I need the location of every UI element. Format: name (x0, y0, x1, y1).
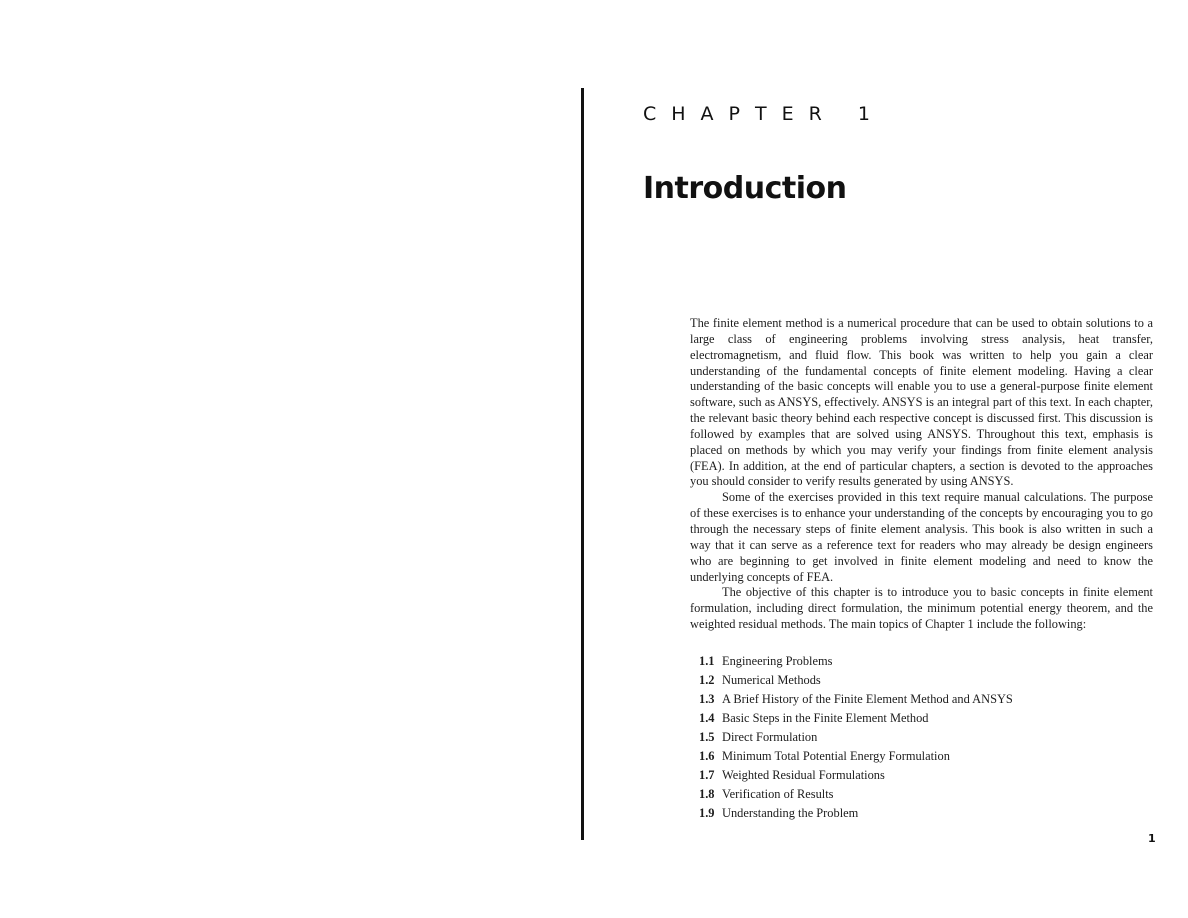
chapter-title: Introduction (643, 171, 847, 206)
topic-title: Engineering Problems (722, 654, 833, 668)
chapter-label: CHAPTER 1 (643, 103, 885, 125)
page-gutter-divider (581, 88, 584, 840)
topic-title: Basic Steps in the Finite Element Method (722, 711, 929, 725)
topic-title: Direct Formulation (722, 730, 818, 744)
topic-number: 1.6 (699, 749, 715, 763)
topic-title: Numerical Methods (722, 673, 821, 687)
topic-number: 1.7 (699, 768, 715, 782)
topic-title: Minimum Total Potential Energy Formulation (722, 749, 950, 763)
topic-number: 1.2 (699, 673, 715, 687)
topic-item (699, 729, 1013, 748)
topic-title: A Brief History of the Finite Element Method and ANSYS (722, 692, 1013, 706)
topic-item (699, 653, 1013, 672)
topic-number: 1.1 (699, 654, 715, 668)
topic-item (699, 767, 1013, 786)
topic-item (699, 748, 1013, 767)
chapter-body (690, 316, 1153, 633)
paragraph-objective: The objective of this chapter is to introduce you to basic concepts in finite element formulation, including direct formulation, the minimum potential energy theorem, and the weighted residual methods. The main topics of Chapter 1 include the following: (690, 585, 1153, 632)
topic-title: Verification of Results (722, 787, 834, 801)
topic-item (699, 786, 1013, 805)
topic-item (699, 672, 1013, 691)
topic-number: 1.3 (699, 692, 715, 706)
topic-number: 1.4 (699, 711, 715, 725)
topic-number: 1.9 (699, 806, 715, 820)
paragraph-exercises: Some of the exercises provided in this text require manual calculations. The purpose of these exercises is to enhance your understanding of the concepts by encouraging you to go through the necessary steps of finite element analysis. This book is also written in such a way that it can serve as a reference text for readers who may already be design engineers who are beginning to get involved in finite element modeling and need to know the underlying concepts of FEA. (690, 490, 1153, 584)
topic-number: 1.8 (699, 787, 715, 801)
topic-title: Weighted Residual Formulations (722, 768, 885, 782)
page-number: 1 (1148, 832, 1156, 845)
topic-number: 1.5 (699, 730, 715, 744)
topic-title: Understanding the Problem (722, 806, 859, 820)
topic-item (699, 691, 1013, 710)
paragraph-intro: The finite element method is a numerical procedure that can be used to obtain solutions to a large class of engineering problems involving stress analysis, heat transfer, electromagnetism, and fluid flow. This book was written to help you gain a clear understanding of the fundamental concepts of finite element modeling. Having a clear understanding of the basic concepts will enable you to use a general-purpose finite element software, such as ANSYS, effectively. ANSYS is an integral part of this text. In each chapter, the relevant basic theory behind each respective concept is discussed first. This discussion is followed by examples that are solved using ANSYS. Throughout this text, emphasis is placed on methods by which you may verify your findings from finite element analysis (FEA). In addition, at the end of particular chapters, a section is devoted to the approaches you should consider to verify results generated by using ANSYS. (690, 316, 1153, 489)
topic-item (699, 710, 1013, 729)
topic-item (699, 805, 1013, 824)
chapter-topics-list (699, 653, 1013, 824)
